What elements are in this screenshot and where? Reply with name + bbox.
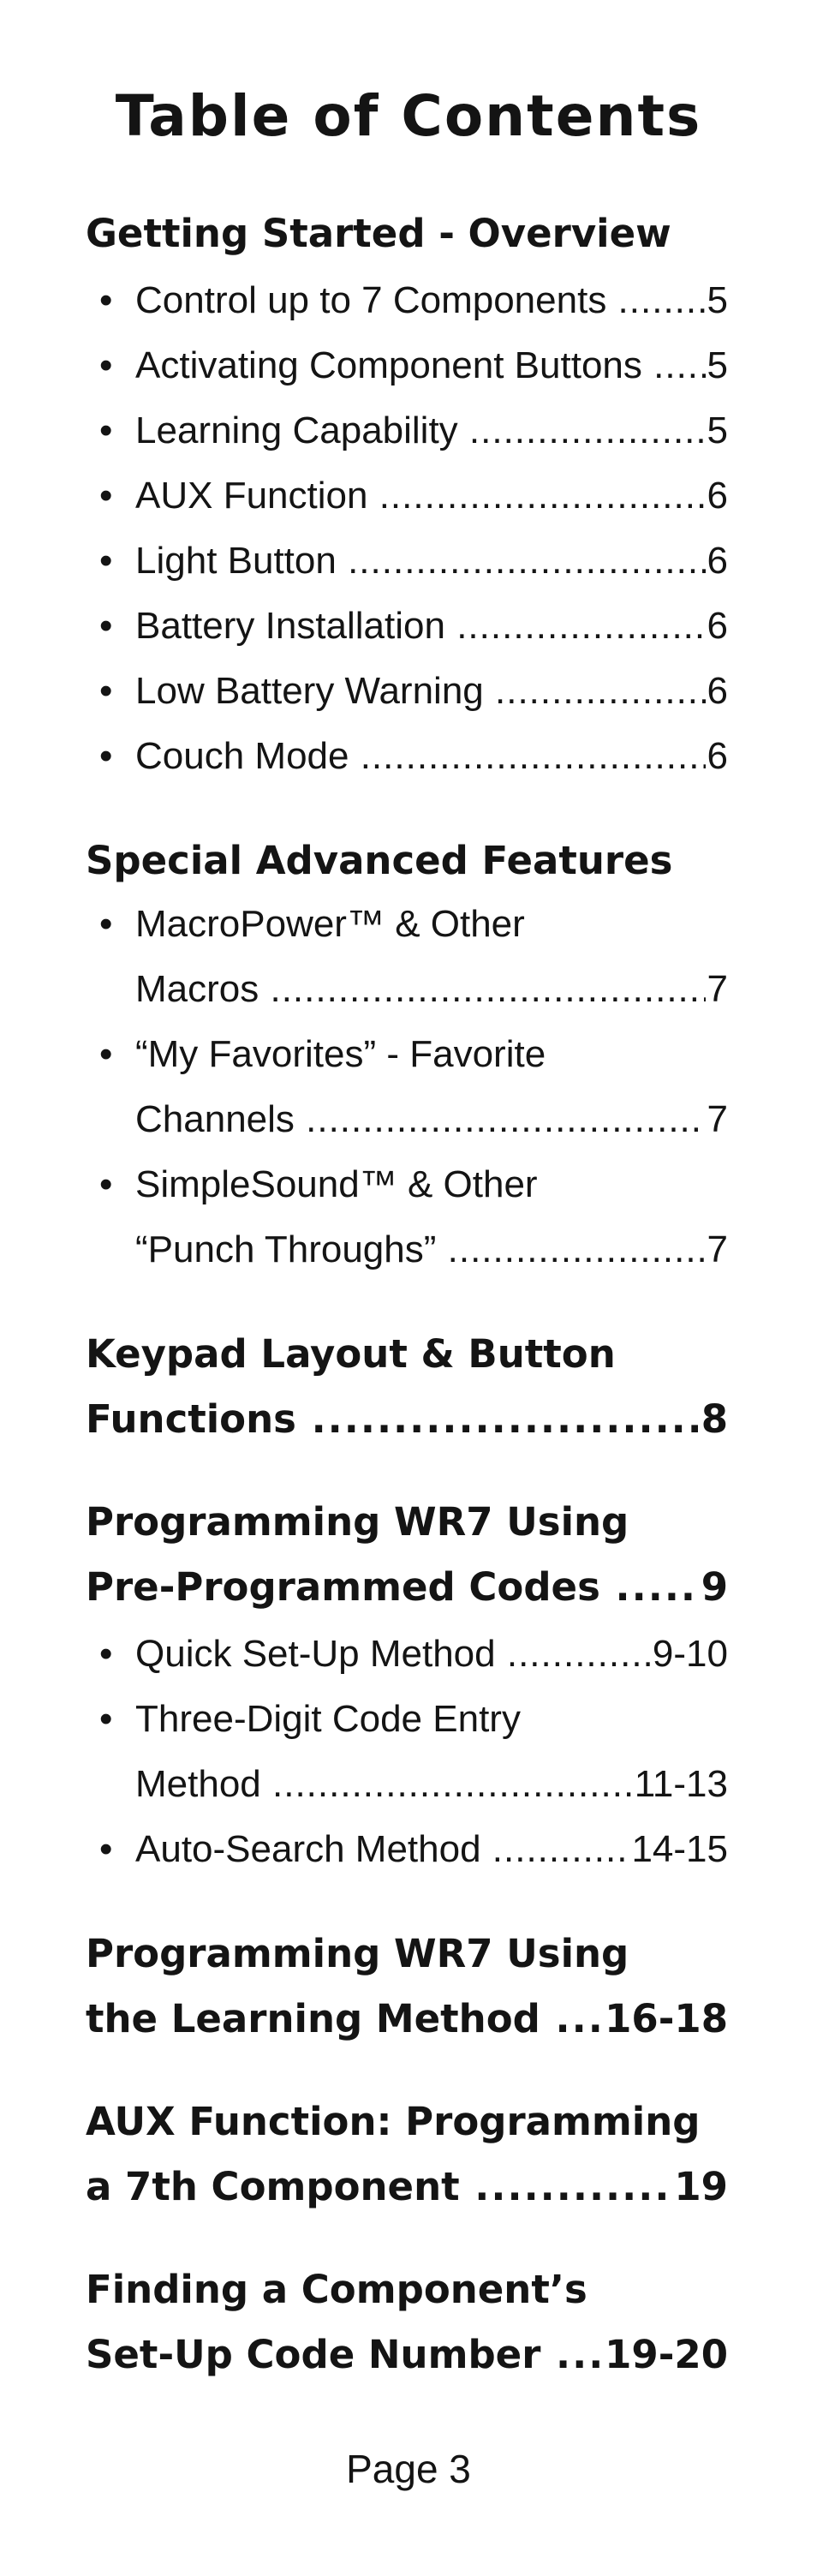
section-heading-keypad-layout[interactable]: Keypad Layout & Button xyxy=(86,1331,616,1377)
section-heading-learning-method[interactable]: Programming WR7 Using xyxy=(86,1931,629,1976)
section-heading-aux-programming-line2[interactable]: a 7th Component ..... 19 xyxy=(86,2161,728,2214)
toc-item-control-components[interactable]: • Control up to 7 Components ..... 5 xyxy=(135,276,728,326)
toc-item-simplesound-line1[interactable]: • SimpleSound™ & Other xyxy=(135,1160,728,1210)
toc-item-three-digit-line1[interactable]: • Three-Digit Code Entry xyxy=(135,1694,728,1744)
section-heading-getting-started: Getting Started - Overview xyxy=(86,211,671,256)
toc-item-aux-function[interactable]: • AUX Function ..... 6 xyxy=(135,471,728,521)
page-number-footer: Page 3 xyxy=(346,2447,471,2491)
toc-item-couch-mode[interactable]: • Couch Mode ..... 6 xyxy=(135,732,728,781)
toc-item-simplesound[interactable]: “Punch Throughs” ..... 7 xyxy=(135,1225,728,1275)
toc-item-quick-setup[interactable]: • Quick Set-Up Method ..... 9-10 xyxy=(135,1629,728,1679)
section-heading-learning-method-line2[interactable]: the Learning Method ..... 16-18 xyxy=(86,1993,728,2046)
page-number: 8 xyxy=(701,1396,728,1442)
section-heading-keypad-layout-line2[interactable]: Functions ..... 8 xyxy=(86,1393,728,1446)
toc-item-learning-capability[interactable]: • Learning Capability ..... 5 xyxy=(135,406,728,456)
page-number: 6 xyxy=(707,670,728,712)
page-number: 6 xyxy=(707,605,728,647)
page-number: 5 xyxy=(707,344,728,386)
page-number: 5 xyxy=(707,409,728,451)
toc-item-three-digit[interactable]: Method ..... 11-13 xyxy=(135,1760,728,1809)
page-number: 14-15 xyxy=(631,1828,728,1870)
section-heading-finding-code-line2[interactable]: Set-Up Code Number ..... 19-20 xyxy=(86,2328,728,2382)
page-number: 19 xyxy=(674,2164,728,2209)
section-heading-aux-programming[interactable]: AUX Function: Programming xyxy=(86,2099,701,2144)
section-heading-preprogrammed[interactable]: Programming WR7 Using xyxy=(86,1499,629,1545)
toc-item-low-battery-warning[interactable]: • Low Battery Warning ..... 6 xyxy=(135,666,728,716)
page-number: 6 xyxy=(707,475,728,517)
section-heading-preprogrammed-line2[interactable]: Pre-Programmed Codes ..... 9 xyxy=(86,1561,728,1614)
page-number: 5 xyxy=(707,279,728,321)
toc-item-light-button[interactable]: • Light Button ..... 6 xyxy=(135,536,728,586)
page-title: Table of Contents xyxy=(115,83,702,149)
page-number: 11-13 xyxy=(634,1763,728,1805)
toc-item-activating-buttons[interactable]: • Activating Component Buttons ..... 5 xyxy=(135,341,728,391)
page-number: 19-20 xyxy=(605,2332,728,2377)
page-number: 6 xyxy=(707,540,728,582)
toc-item-macropower-line1[interactable]: • MacroPower™ & Other xyxy=(135,900,728,949)
page-number: 6 xyxy=(707,735,728,777)
page-number: 9-10 xyxy=(652,1633,728,1675)
section-heading-finding-code[interactable]: Finding a Component’s xyxy=(86,2267,587,2312)
section-heading-special-features: Special Advanced Features xyxy=(86,838,673,883)
page-number: 7 xyxy=(707,1228,728,1270)
page-number: 7 xyxy=(707,1098,728,1140)
toc-item-auto-search[interactable]: • Auto-Search Method ..... 14-15 xyxy=(135,1825,728,1874)
toc-item-my-favorites-line1[interactable]: • “My Favorites” - Favorite xyxy=(135,1030,728,1079)
toc-item-macropower[interactable]: Macros ..... 7 xyxy=(135,965,728,1014)
toc-item-battery-installation[interactable]: • Battery Installation ..... 6 xyxy=(135,601,728,651)
page-number: 9 xyxy=(701,1564,728,1610)
page-number: 7 xyxy=(707,968,728,1010)
toc-item-my-favorites[interactable]: Channels ..... 7 xyxy=(135,1095,728,1145)
page-number: 16-18 xyxy=(605,1996,728,2041)
